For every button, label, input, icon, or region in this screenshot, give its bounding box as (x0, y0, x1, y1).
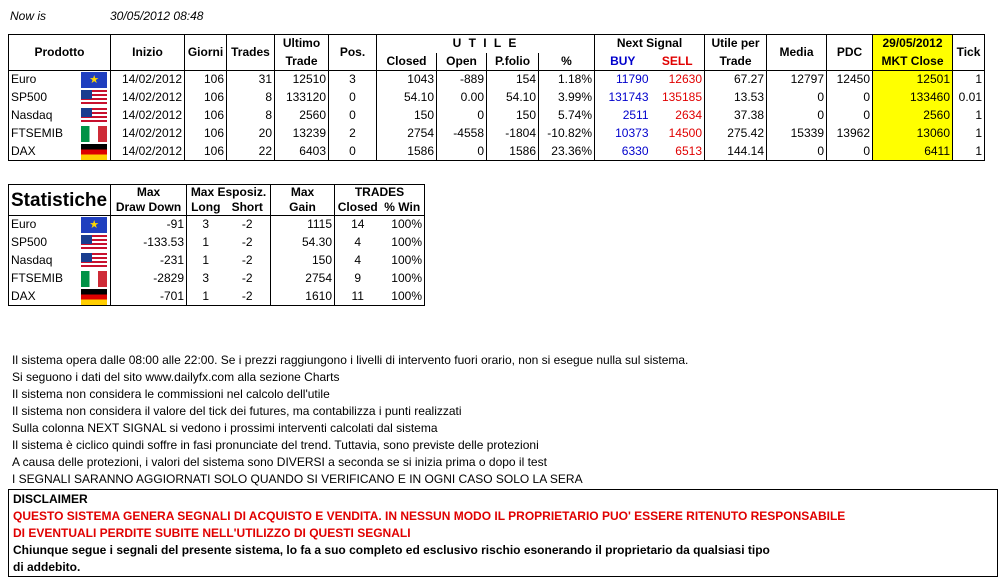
next-buy: 10373 (615, 126, 649, 140)
flag-cell (79, 89, 111, 107)
win-pct: 100% (381, 252, 425, 270)
us-flag-icon (81, 235, 107, 251)
next-sell: 14500 (651, 125, 705, 143)
start-date: 14/02/2012 (111, 89, 185, 107)
disclaimer-red-line-1: QUESTO SISTEMA GENERA SEGNALI DI ACQUISTO E VENDITA. IN NESSUN MODO IL PROPRIETARIO PUO' ESSERE RITENUTO RESPONSABILE (13, 509, 846, 523)
max-gain: 150 (271, 252, 335, 270)
utile-pfolio: 54.10 (487, 89, 539, 107)
trades-closed: 4 (354, 253, 362, 267)
col-tick: Tick (953, 35, 985, 71)
max-short: -2 (225, 288, 271, 306)
note-line: Sulla colonna NEXT SIGNAL si vedono i prossimi interventi calcolati dal sistema (12, 421, 438, 435)
de-flag-icon (81, 289, 107, 305)
trades-count: 8 (227, 107, 275, 125)
mkt-close: 12501 (873, 71, 953, 89)
win-pct: 100% (381, 270, 425, 288)
note-line: Il sistema non considera le commissioni nel calcolo dell'utile (12, 387, 330, 401)
pdc: 0 (827, 107, 873, 125)
flag-cell (79, 252, 111, 270)
max-long: 1 (187, 288, 225, 306)
max-long: 1 (202, 253, 210, 267)
utile-pfolio: -1804 (487, 125, 539, 143)
product-name: DAX (9, 288, 79, 306)
product-name: DAX (9, 143, 79, 161)
max-draw-down: -133.53 (111, 234, 187, 252)
days: 106 (185, 89, 227, 107)
flag-cell (79, 216, 111, 234)
eu-flag-icon (81, 217, 107, 233)
next-sell: 6513 (651, 143, 705, 161)
stats-table-body (9, 216, 425, 306)
flag-cell (79, 270, 111, 288)
tick: 0.01 (953, 89, 985, 107)
utile-open: -889 (437, 71, 487, 89)
col-max-gain: Max (271, 185, 335, 201)
start-date: 14/02/2012 (111, 125, 185, 143)
utile-open: 0 (437, 107, 487, 125)
col-next-signal: Next Signal (595, 35, 705, 53)
col-buy: BUY (595, 53, 651, 71)
utile-pct: -10.82% (539, 125, 595, 143)
trades-count: 22 (227, 143, 275, 161)
position: 0 (329, 89, 377, 107)
position: 0 (329, 107, 377, 125)
col-giorni: Giorni (185, 35, 227, 71)
col-pdc: PDC (827, 35, 873, 71)
note-line: I SEGNALI SARANNO AGGIORNATI SOLO QUANDO SI VERIFICANO E IN OGNI CASO SOLO LA SERA (12, 472, 583, 486)
col-short: Short (225, 200, 271, 216)
col-pct: % (539, 53, 595, 71)
product-name: FTSEMIB (9, 270, 79, 288)
max-draw-down: -701 (111, 288, 187, 306)
utile-pfolio: 150 (487, 107, 539, 125)
pdc: 13962 (827, 125, 873, 143)
product-name: Nasdaq (9, 107, 79, 125)
now-label: Now is (10, 9, 47, 23)
max-gain: 1610 (271, 288, 335, 306)
tick: 1 (953, 71, 985, 89)
col-prodotto: Prodotto (9, 35, 111, 71)
mkt-close: 133460 (873, 89, 953, 107)
disclaimer-box (8, 489, 998, 577)
table-row (9, 89, 985, 107)
col-closed: Closed (377, 53, 437, 71)
max-long: 1 (202, 235, 210, 249)
col-sell: SELL (651, 53, 705, 71)
pdc: 0 (827, 143, 873, 161)
utile-open: 0.00 (437, 89, 487, 107)
col-media: Media (767, 35, 827, 71)
mkt-close: 13060 (873, 125, 953, 143)
next-sell: 12630 (651, 71, 705, 89)
max-draw-down: -231 (111, 252, 187, 270)
next-buy: 6330 (595, 143, 651, 161)
max-gain: 1115 (271, 216, 335, 234)
utile-per-trade: 67.27 (705, 71, 767, 89)
utile-closed: 1586 (377, 143, 437, 161)
table-row (9, 107, 985, 125)
max-gain: 2754 (271, 270, 335, 288)
notes-list (12, 352, 688, 488)
max-long: 3 (202, 271, 210, 285)
trades-count: 8 (227, 89, 275, 107)
max-draw-down: -91 (111, 216, 187, 234)
col-mkt-date: 29/05/2012 (873, 35, 953, 53)
media: 0 (767, 107, 827, 125)
trades-count: 31 (227, 71, 275, 89)
utile-closed: 2754 (377, 125, 437, 143)
table-row (9, 234, 425, 252)
max-draw-down: -2829 (111, 270, 187, 288)
win-pct: 100% (381, 288, 425, 306)
utile-pct: 23.36% (539, 143, 595, 161)
table-row (9, 71, 985, 89)
max-gain: 54.30 (271, 234, 335, 252)
note-line: Il sistema opera dalle 08:00 alle 22:00. Se i prezzi raggiungono i livelli di intervento fuori orario, non si esegue nulla sul sistema. (12, 353, 689, 367)
next-buy: 2511 (622, 108, 649, 122)
days: 106 (185, 71, 227, 89)
col-trades: Trades (227, 35, 275, 71)
days: 106 (185, 143, 227, 161)
utile-per-trade: 275.42 (705, 125, 767, 143)
media: 15339 (767, 125, 827, 143)
last-trade: 133120 (275, 89, 329, 107)
col-utile: U T I L E (377, 35, 595, 53)
position: 3 (329, 71, 377, 89)
product-name: Euro (9, 71, 79, 89)
flag-cell (79, 143, 111, 161)
product-name: SP500 (9, 89, 79, 107)
disclaimer-line-4: di addebito. (13, 560, 81, 574)
product-name: FTSEMIB (9, 125, 79, 143)
flag-cell (79, 107, 111, 125)
utile-per-trade: 37.38 (705, 107, 767, 125)
it-flag-icon (81, 271, 107, 287)
us-flag-icon (81, 90, 107, 106)
pdc: 0 (827, 89, 873, 107)
trades-closed: 4 (354, 235, 362, 249)
table-row (9, 252, 425, 270)
col-max: Max (111, 185, 187, 201)
col-ultimo: Ultimo (275, 35, 329, 53)
table-row (9, 270, 425, 288)
utile-per-trade: 144.14 (705, 143, 767, 161)
tick: 1 (953, 125, 985, 143)
de-flag-icon (81, 144, 107, 160)
disclaimer-red-line-2: DI EVENTUALI PERDITE SUBITE NELL'UTILIZZO DI QUESTI SEGNALI (13, 526, 411, 540)
media: 0 (767, 89, 827, 107)
max-short: -2 (225, 252, 271, 270)
utile-pct: 1.18% (539, 71, 595, 89)
flag-cell (79, 125, 111, 143)
trades-closed: 9 (354, 271, 362, 285)
last-trade: 13239 (275, 125, 329, 143)
us-flag-icon (81, 253, 107, 269)
last-trade: 6403 (275, 143, 329, 161)
col-utile-per: Utile per (705, 35, 767, 53)
eu-flag-icon (81, 72, 107, 88)
flag-cell (79, 234, 111, 252)
col-ultimo-trade: Trade (275, 53, 329, 71)
utile-open: -4558 (437, 125, 487, 143)
note-line: Il sistema è ciclico quindi soffre in fasi pronunciate del trend. Tuttavia, sono previste delle protezioni (12, 438, 539, 452)
note-line: A causa delle protezioni, i valori del sistema sono DIVERSI a seconda se si inizia prima o dopo il test (12, 455, 547, 469)
utile-open: 0 (437, 143, 487, 161)
next-sell: 2634 (651, 107, 705, 125)
trades-count: 20 (227, 125, 275, 143)
max-short: -2 (225, 270, 271, 288)
product-name: SP500 (9, 234, 79, 252)
col-mkt-close: MKT Close (873, 53, 953, 71)
flag-cell (79, 71, 111, 89)
col-pos: Pos. (329, 35, 377, 71)
next-sell: 135185 (651, 89, 705, 107)
start-date: 14/02/2012 (111, 107, 185, 125)
mkt-close: 6411 (873, 143, 953, 161)
utile-pfolio: 1586 (487, 143, 539, 161)
media: 0 (767, 143, 827, 161)
trades-closed: 14 (351, 217, 365, 232)
stats-table (8, 184, 425, 306)
position: 2 (329, 125, 377, 143)
utile-pct: 3.99% (539, 89, 595, 107)
trades-closed: 11 (335, 288, 381, 306)
col-win: % Win (381, 200, 425, 216)
col-long: Long (187, 200, 225, 216)
tick: 1 (953, 107, 985, 125)
media: 12797 (767, 71, 827, 89)
product-name: Euro (9, 216, 79, 234)
col-pfolio: P.folio (487, 53, 539, 71)
utile-closed: 54.10 (377, 89, 437, 107)
position: 0 (329, 143, 377, 161)
next-buy: 11790 (616, 72, 649, 87)
signals-table-body (9, 71, 985, 161)
col-max-esposiz: Max Esposiz. (187, 185, 271, 201)
start-date: 14/02/2012 (111, 71, 185, 89)
last-trade: 2560 (275, 107, 329, 125)
stats-title: Statistiche (9, 185, 111, 216)
utile-pfolio: 154 (487, 71, 539, 89)
note-line: Si seguono i dati del sito www.dailyfx.com alla sezione Charts (12, 370, 340, 384)
win-pct: 100% (381, 216, 425, 234)
table-row (9, 288, 425, 306)
signals-table (8, 34, 985, 161)
now-timestamp: 30/05/2012 08:48 (110, 9, 204, 23)
max-short: -2 (225, 234, 271, 252)
col-inizio: Inizio (111, 35, 185, 71)
utile-pct: 5.74% (539, 107, 595, 125)
days: 106 (185, 125, 227, 143)
tick: 1 (953, 143, 985, 161)
utile-closed: 1043 (377, 71, 437, 89)
pdc: 12450 (827, 71, 873, 89)
mkt-close: 2560 (873, 107, 953, 125)
max-long: 3 (202, 217, 210, 232)
col-closed-trades: Closed (335, 200, 381, 216)
flag-cell (79, 288, 111, 306)
disclaimer-line-3: Chiunque segue i segnali del presente sistema, lo fa a suo completo ed esclusivo rischio esonerando il proprietario da qualsiasi tipo (13, 543, 770, 557)
col-open: Open (437, 53, 487, 71)
last-trade: 12510 (275, 71, 329, 89)
note-line: Il sistema non considera il valore del tick dei futures, ma contabilizza i punti realizzati (12, 404, 462, 418)
col-draw-down: Draw Down (111, 200, 187, 216)
col-utile-per-trade: Trade (705, 53, 767, 71)
product-name: Nasdaq (9, 252, 79, 270)
start-date: 14/02/2012 (111, 143, 185, 161)
win-pct: 100% (381, 234, 425, 252)
disclaimer-title: DISCLAIMER (13, 492, 88, 506)
table-row (9, 216, 425, 234)
next-buy: 131743 (608, 90, 649, 104)
col-trades-group: TRADES (335, 185, 425, 201)
utile-closed: 150 (377, 107, 437, 125)
table-row (9, 125, 985, 143)
col-gain: Gain (271, 200, 335, 216)
it-flag-icon (81, 126, 107, 142)
us-flag-icon (81, 108, 107, 124)
utile-per-trade: 13.53 (705, 89, 767, 107)
max-short: -2 (225, 216, 271, 234)
days: 106 (185, 107, 227, 125)
table-row (9, 143, 985, 161)
